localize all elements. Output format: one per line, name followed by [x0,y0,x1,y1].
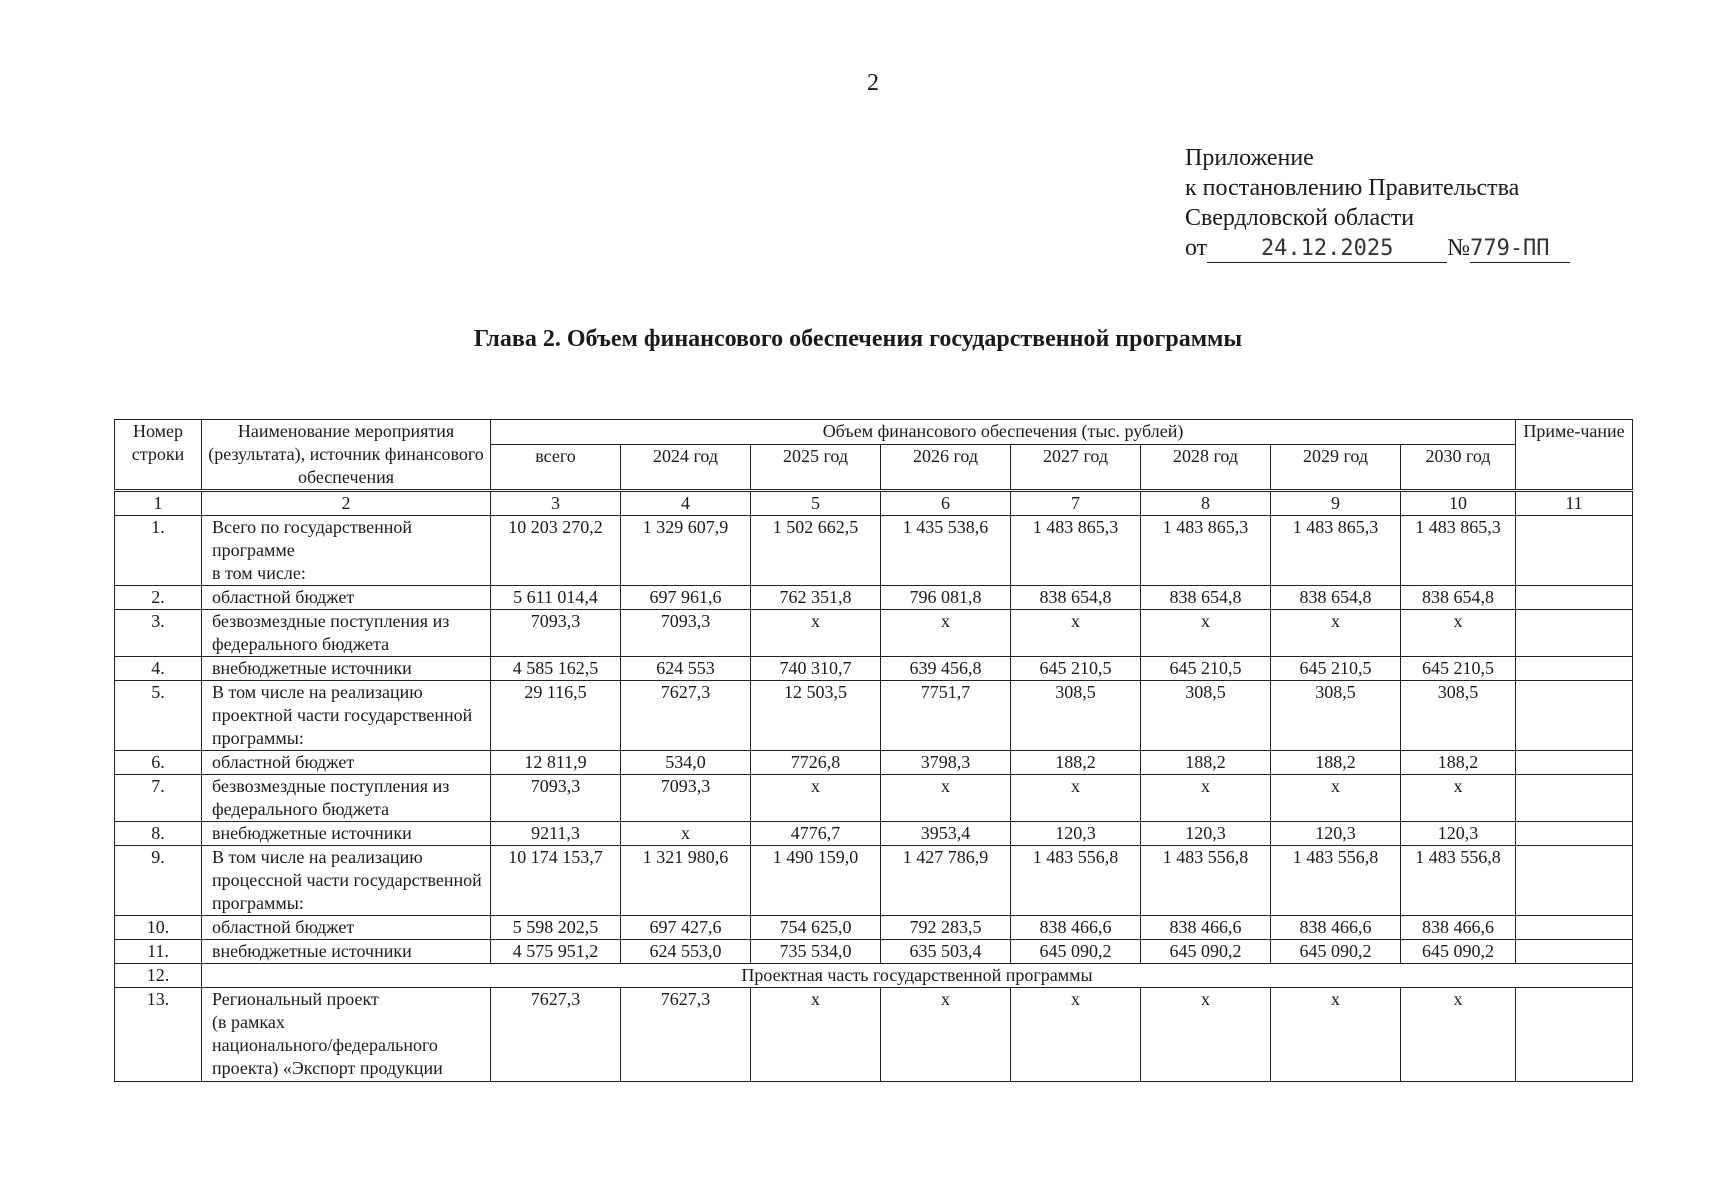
row-value: 645 210,5 [1271,657,1401,681]
row-name: безвозмездные поступления из федерального бюджета [202,610,491,657]
number-label: № [1447,235,1471,261]
column-numbers-row [115,491,1633,516]
row-value: 624 553,0 [621,940,751,964]
row-value: 10 174 153,7 [491,846,621,916]
row-value: 188,2 [1401,751,1516,775]
row-name: областной бюджет [202,586,491,610]
column-number: 11 [1516,491,1633,516]
row-value: 838 654,8 [1271,586,1401,610]
row-name: внебюджетные источники [202,940,491,964]
row-value: 1 483 865,3 [1271,516,1401,586]
table-row [115,775,1633,822]
row-value: x [751,775,881,822]
table-row [115,916,1633,940]
row-value: 1 483 865,3 [1011,516,1141,586]
row-value: 762 351,8 [751,586,881,610]
row-number: 6. [115,751,202,775]
row-value: 1 435 538,6 [881,516,1011,586]
row-value: x [621,822,751,846]
header-year: 2025 год [751,445,881,491]
header-year: 2026 год [881,445,1011,491]
table-row [115,751,1633,775]
row-value: 838 466,6 [1401,916,1516,940]
row-value: 10 203 270,2 [491,516,621,586]
column-number: 8 [1141,491,1271,516]
header-row-1 [115,420,1633,445]
row-value: 645 090,2 [1271,940,1401,964]
row-value: x [1401,988,1516,1082]
row-note [1516,846,1633,916]
row-note [1516,940,1633,964]
header-total: всего [491,445,621,491]
row-value: 188,2 [1011,751,1141,775]
row-value: 838 466,6 [1271,916,1401,940]
row-value: 7093,3 [491,775,621,822]
table-row [115,822,1633,846]
row-value: x [881,610,1011,657]
row-note [1516,751,1633,775]
row-value: 120,3 [1011,822,1141,846]
row-value: x [751,610,881,657]
row-value: x [1271,610,1401,657]
row-value: 1 483 556,8 [1401,846,1516,916]
appendix-block [1185,143,1570,263]
row-value: 4 575 951,2 [491,940,621,964]
row-name: безвозмездные поступления из федерального бюджета [202,775,491,822]
header-note: Приме-чание [1516,420,1633,491]
table-row [115,940,1633,964]
appendix-line-2: к постановлению Правительства [1185,175,1520,201]
row-name: В том числе на реализацию процессной части государственной программы: [202,846,491,916]
header-name: Наименование мероприятия (результата), источник финансового обеспечения [202,420,491,491]
row-value: 1 483 865,3 [1401,516,1516,586]
row-value: 7093,3 [621,775,751,822]
row-value: 697 961,6 [621,586,751,610]
row-value: 792 283,5 [881,916,1011,940]
row-value: 308,5 [1141,681,1271,751]
chapter-title: Глава 2. Объем финансового обеспечения государственной программы [473,326,1243,352]
column-number: 6 [881,491,1011,516]
row-name: Региональный проект (в рамках национального/федерального проекта) «Экспорт продукции [202,988,491,1082]
row-number: 9. [115,846,202,916]
row-value: 838 654,8 [1011,586,1141,610]
appendix-line-1: Приложение [1185,145,1314,171]
row-value: 7726,8 [751,751,881,775]
row-number: 10. [115,916,202,940]
row-value: 838 654,8 [1141,586,1271,610]
header-row-number: Номер строки [115,420,202,491]
table-row [115,681,1633,751]
column-number: 2 [202,491,491,516]
row-value: 308,5 [1271,681,1401,751]
row-value: 735 534,0 [751,940,881,964]
header-year: 2024 год [621,445,751,491]
header-volume: Объем финансового обеспечения (тыс. рублей) [491,420,1516,445]
row-number: 13. [115,988,202,1082]
row-value: x [751,988,881,1082]
row-value: x [881,988,1011,1082]
row-note [1516,681,1633,751]
row-value: 3953,4 [881,822,1011,846]
row-note [1516,822,1633,846]
row-value: 29 116,5 [491,681,621,751]
row-number: 1. [115,516,202,586]
row-value: 7751,7 [881,681,1011,751]
row-value: 9211,3 [491,822,621,846]
column-number: 5 [751,491,881,516]
section-title: Проектная часть государственной программы [202,964,1633,988]
row-value: 308,5 [1401,681,1516,751]
row-value: 639 456,8 [881,657,1011,681]
row-value: 7093,3 [621,610,751,657]
row-value: 645 210,5 [1011,657,1141,681]
row-value: 3798,3 [881,751,1011,775]
row-number: 7. [115,775,202,822]
row-value: 4776,7 [751,822,881,846]
row-value: 12 503,5 [751,681,881,751]
row-value: 1 483 865,3 [1141,516,1271,586]
column-number: 3 [491,491,621,516]
row-value: 645 090,2 [1141,940,1271,964]
row-value: 4 585 162,5 [491,657,621,681]
row-value: x [1141,610,1271,657]
appendix-line-3: Свердловской области [1185,205,1415,231]
row-value: 7093,3 [491,610,621,657]
table-row [115,516,1633,586]
row-value: 635 503,4 [881,940,1011,964]
section-row [115,964,1633,988]
row-value: 838 466,6 [1141,916,1271,940]
row-name: Всего по государственной программе в том числе: [202,516,491,586]
row-value: x [1011,610,1141,657]
row-note [1516,610,1633,657]
decree-number: 779-ПП [1470,236,1570,263]
row-value: 645 210,5 [1401,657,1516,681]
row-value: 12 811,9 [491,751,621,775]
row-value: 1 483 556,8 [1141,846,1271,916]
row-value: x [1401,610,1516,657]
row-value: 838 466,6 [1011,916,1141,940]
row-value: 7627,3 [491,988,621,1082]
row-value: x [1141,988,1271,1082]
row-value: 1 427 786,9 [881,846,1011,916]
row-value: 740 310,7 [751,657,881,681]
header-year: 2027 год [1011,445,1141,491]
row-value: x [1401,775,1516,822]
financing-table [114,419,1633,1082]
row-value: 838 654,8 [1401,586,1516,610]
row-name: областной бюджет [202,751,491,775]
row-number: 12. [115,964,202,988]
row-value: 7627,3 [621,988,751,1082]
header-year: 2029 год [1271,445,1401,491]
row-value: 796 081,8 [881,586,1011,610]
column-number: 4 [621,491,751,516]
row-number: 3. [115,610,202,657]
row-value: 1 483 556,8 [1011,846,1141,916]
row-value: 5 611 014,4 [491,586,621,610]
row-note [1516,586,1633,610]
row-note [1516,657,1633,681]
table-row [115,988,1633,1082]
row-value: 5 598 202,5 [491,916,621,940]
row-value: 1 502 662,5 [751,516,881,586]
appendix-signature-line [1185,233,1570,263]
row-value: 188,2 [1141,751,1271,775]
row-number: 11. [115,940,202,964]
table-row [115,846,1633,916]
column-number: 10 [1401,491,1516,516]
row-value: 120,3 [1141,822,1271,846]
row-value: 754 625,0 [751,916,881,940]
column-number: 7 [1011,491,1141,516]
decree-date: 24.12.2025 [1207,236,1447,263]
row-number: 4. [115,657,202,681]
row-value: 645 090,2 [1401,940,1516,964]
row-value: 188,2 [1271,751,1401,775]
header-year: 2030 год [1401,445,1516,491]
row-name: внебюджетные источники [202,822,491,846]
column-number: 1 [115,491,202,516]
row-value: x [881,775,1011,822]
row-name: внебюджетные источники [202,657,491,681]
row-value: 1 490 159,0 [751,846,881,916]
row-value: 624 553 [621,657,751,681]
row-number: 2. [115,586,202,610]
row-value: x [1011,775,1141,822]
row-value: 308,5 [1011,681,1141,751]
table-row [115,586,1633,610]
row-value: 1 321 980,6 [621,846,751,916]
row-value: 645 210,5 [1141,657,1271,681]
table-row [115,610,1633,657]
row-name: В том числе на реализацию проектной части государственной программы: [202,681,491,751]
row-value: 645 090,2 [1011,940,1141,964]
table-row [115,657,1633,681]
from-label: от [1185,235,1208,261]
row-note [1516,988,1633,1082]
row-value: x [1271,988,1401,1082]
row-value: x [1141,775,1271,822]
row-value: 1 483 556,8 [1271,846,1401,916]
column-number: 9 [1271,491,1401,516]
row-note [1516,916,1633,940]
row-value: 534,0 [621,751,751,775]
row-value: 1 329 607,9 [621,516,751,586]
row-value: 120,3 [1401,822,1516,846]
row-number: 8. [115,822,202,846]
row-value: 697 427,6 [621,916,751,940]
row-value: 7627,3 [621,681,751,751]
row-note [1516,775,1633,822]
row-name: областной бюджет [202,916,491,940]
page-number: 2 [867,70,879,96]
row-value: x [1271,775,1401,822]
row-number: 5. [115,681,202,751]
row-value: x [1011,988,1141,1082]
row-value: 120,3 [1271,822,1401,846]
header-year: 2028 год [1141,445,1271,491]
row-note [1516,516,1633,586]
